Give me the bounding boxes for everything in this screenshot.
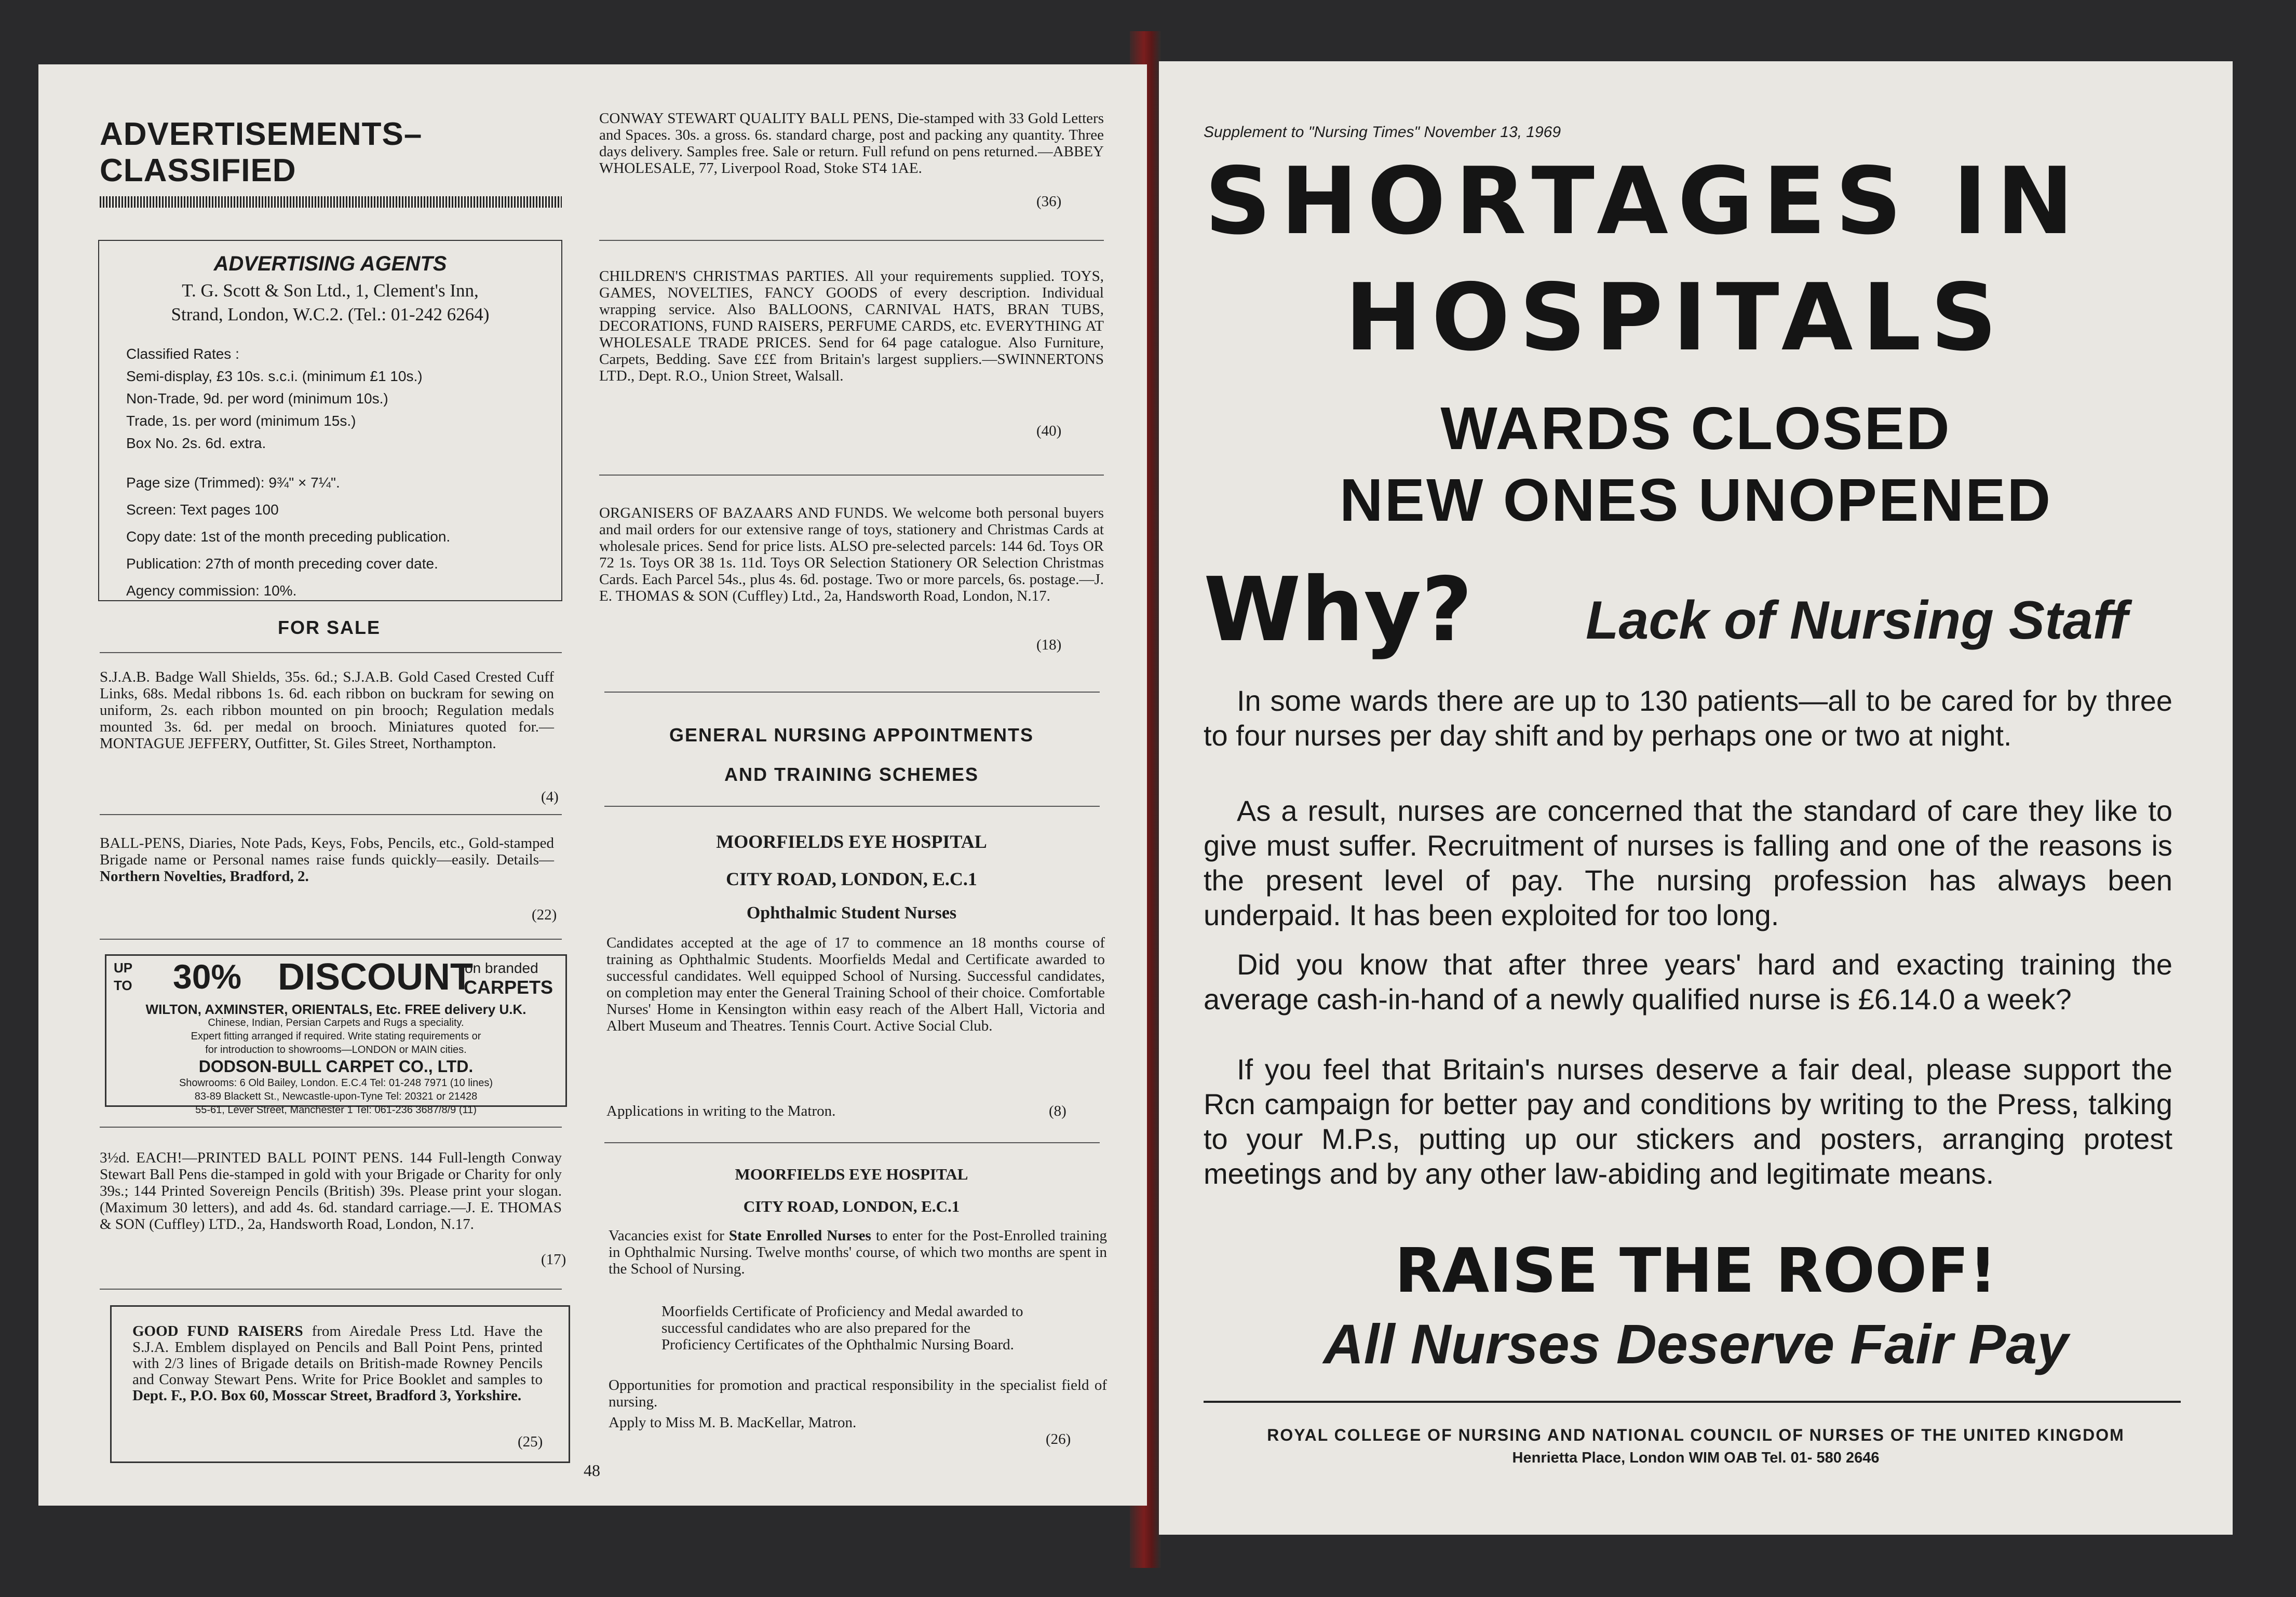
moorfields2-opportunities: Opportunities for promotion and practical responsibility in the specialist field of nursing.: [609, 1377, 1107, 1410]
footer-org: ROYAL COLLEGE OF NURSING AND NATIONAL COUNCIL OF NURSES OF THE UNITED KINGDOM: [1267, 1426, 2125, 1444]
moorfields2-title: MOORFIELDS EYE HOSPITAL: [735, 1165, 968, 1183]
subhead-new-ones: NEW ONES UNOPENED: [1339, 466, 2052, 534]
footer-rule: [1204, 1401, 2181, 1403]
carpet-discount: DISCOUNT: [278, 956, 473, 998]
detail-item: Agency commission: 10%.: [126, 583, 297, 599]
supplement-line: Supplement to "Nursing Times" November 13, 1969: [1204, 124, 1561, 141]
headline-shortages: SHORTAGES IN: [1205, 147, 2083, 255]
moorfields2-text: [609, 1227, 1107, 1277]
carpet-line: WILTON, AXMINSTER, ORIENTALS, Etc. FREE delivery U.K.: [145, 1001, 526, 1017]
agent-line-2: Strand, London, W.C.2. (Tel.: 01-242 6264): [171, 304, 490, 324]
carpet-to: TO: [114, 978, 132, 993]
ad-fund-bold2: Dept. F., P.O. Box 60, Mosscar Street, Bradford 3, Yorkshire.: [132, 1387, 522, 1404]
ad-fund-bold1: GOOD FUND RAISERS: [132, 1323, 303, 1339]
ad-fund-ref: (25): [518, 1433, 543, 1450]
detail-item: Screen: Text pages 100: [126, 502, 279, 518]
divider: [604, 1142, 1100, 1143]
ad-fund-text: [132, 1323, 543, 1404]
agent-line-1: T. G. Scott & Son Ltd., 1, Clement's Inn,: [182, 280, 479, 301]
appointments-heading-line2: AND TRAINING SCHEMES: [724, 764, 979, 785]
publication-details: [126, 469, 450, 604]
header-hatch-rule: [100, 196, 562, 208]
moorfields1-ref: (8): [1049, 1103, 1066, 1119]
carpet-line: 83-89 Blackett St., Newcastle-upon-Tyne Tel: 20321 or 21428: [194, 1091, 478, 1102]
carpet-line: Expert fitting arranged if required. Write stating requirements or: [191, 1031, 481, 1042]
page-number: 48: [584, 1461, 600, 1480]
raise-the-roof: RAISE THE ROOF!: [1395, 1235, 1997, 1306]
carpet-discount-ad: [105, 954, 567, 1116]
for-sale-heading: FOR SALE: [277, 617, 381, 638]
section-header-line2: CLASSIFIED: [100, 153, 296, 188]
ad-sjab-ref: (4): [541, 789, 559, 805]
body-paragraph: As a result, nurses are concerned that the standard of care they like to give must suffer. Recruitment of nurses is falling and one of the reasons is the present level of pay. The nursing profession has always been underpaid. It has been exploited for too long.: [1204, 794, 2172, 931]
appointments-heading: [599, 715, 1104, 794]
divider: [599, 240, 1104, 241]
divider: [599, 475, 1104, 476]
advertising-agents-box: [98, 240, 562, 601]
ad-ballpens-ref: (22): [532, 906, 557, 923]
divider: [100, 1127, 562, 1128]
carpet-info: [106, 1003, 565, 1117]
headline-hospitals: HOSPITALS: [1345, 264, 2007, 371]
carpet-carpets: CARPETS: [464, 977, 553, 998]
moorfields2-address: CITY ROAD, LONDON, E.C.1: [743, 1197, 960, 1215]
carpet-up: UP: [114, 960, 133, 976]
moorfields2-apply: Apply to Miss M. B. MacKellar, Matron.: [609, 1414, 857, 1431]
divider: [604, 692, 1100, 693]
rates-list: [126, 343, 423, 454]
appointments-heading-line1: GENERAL NURSING APPOINTMENTS: [669, 724, 1034, 746]
ad-bazaars-ref: (18): [1036, 637, 1062, 653]
section-header-line1: ADVERTISEMENTS–: [100, 116, 423, 152]
moorfields1-subtitle: Ophthalmic Student Nurses: [746, 903, 957, 923]
ad-ballpens-bold: Northern Novelties, Bradford, 2.: [100, 868, 309, 885]
rate-item: Non-Trade, 9d. per word (minimum 10s.): [126, 390, 388, 407]
ad-bazaars-text: ORGANISERS OF BAZAARS AND FUNDS. We welcome both personal buyers and mail orders for our extensive range of toys, stationery and Christmas Cards at wholesale prices. Send for price lists. ALSO pre-selected parcels: 144 6d. Toys OR 72 1s. Toys OR 38 1s. 11d. Toys OR Selection Stationery OR Selection Christmas Cards. Each Parcel 54s., plus 4s. 6d. postage. Two or more parcels, 6s. postage.—J. E. THOMAS & SON (Cuffley) Ltd., 2a, Handsworth Road, London, N.17.: [599, 505, 1104, 604]
ad-each-ref: (17): [541, 1251, 566, 1268]
ad-each-text: 3½d. EACH!—PRINTED BALL POINT PENS. 144 Full-length Conway Stewart Ball Pens die-stamped in gold with your Brigade or Charity for only 39s.; 144 Printed Sovereign Pencils (British) 39s. Please print your slogan. (Maximum 30 letters), and add 4s. 6d. standard carriage.—J. E. THOMAS & SON (Cuffley) LTD., 2a, Handsworth Road, London, N.17.: [100, 1149, 562, 1233]
carpet-line: for introduction to showrooms—LONDON or MAIN cities.: [205, 1044, 467, 1055]
ad-fund-body: from Airedale Press Ltd. Have the S.J.A. Emblem displayed on Pencils and Ball Point Pens, printed with 2/3 lines of Brigade details on British-made Rowney Pencils and Conway Stewart Pens. Write for Price Booklet and samples to: [132, 1323, 543, 1388]
footer-address: Henrietta Place, London WIM OAB Tel. 01- 580 2646: [1512, 1450, 1880, 1466]
lack-of-staff: Lack of Nursing Staff: [1586, 590, 2128, 651]
right-page: [1159, 61, 2233, 1535]
section-header: [100, 116, 422, 189]
moorfields2-bold: State Enrolled Nurses: [728, 1227, 871, 1244]
ad-ballpens-text: BALL-PENS, Diaries, Note Pads, Keys, Fobs, Pencils, etc., Gold-stamped Brigade name or Personal names raise funds quickly—easily. Details—: [100, 835, 554, 868]
subhead-wards-closed: WARDS CLOSED: [1440, 395, 1951, 462]
ad-ballpens: [100, 835, 554, 885]
divider: [100, 1289, 562, 1290]
moorfields1-title: MOORFIELDS EYE HOSPITAL: [716, 831, 987, 852]
body-paragraph: Did you know that after three years' hard and exacting training the average cash-in-hand of a newly qualified nurse is £6.14.0 a week?: [1204, 948, 2172, 1016]
moorfields2-post: to enter for the Post-Enrolled training in Ophthalmic Nursing. Twelve months' course, of which two months are spent in the School of Nursing.: [609, 1227, 1107, 1277]
rates-title: Classified Rates :: [126, 346, 239, 362]
fair-pay-slogan: All Nurses Deserve Fair Pay: [1323, 1312, 2069, 1375]
divider: [100, 939, 562, 940]
divider: [604, 806, 1100, 807]
detail-item: Page size (Trimmed): 9¾" × 7¼".: [126, 475, 340, 491]
ad-conway-text: CONWAY STEWART QUALITY BALL PENS, Die-stamped with 33 Gold Letters and Spaces. 30s. a gross. 6s. standard charge, post and packing any quantity. Three days delivery. Samples free. Sale or return. Full refund on pens returned.—ABBEY WHOLESALE, 77, Liverpool Road, Stoke ST4 1AE.: [599, 110, 1104, 177]
carpet-line: Chinese, Indian, Persian Carpets and Rugs a speciality.: [208, 1017, 464, 1028]
moorfields1-text: Candidates accepted at the age of 17 to commence an 18 months course of training as Ophthalmic Students. Moorfields Medal and Certificate awarded to successful candidates. Well equipped School of Nursing. Successful candidates, on completion may enter the General Training School of their choice. Comfortable Nurses' Home in Kensington within easy reach of the Albert Hall, Victoria and Albert Museum and Theatres. Tennis Court. Active Social Club.: [606, 935, 1105, 1034]
fund-raisers-ad: [110, 1305, 570, 1463]
agents-title: ADVERTISING AGENTS: [213, 252, 447, 275]
ad-christmas-ref: (40): [1036, 423, 1062, 439]
ad-conway-ref: (36): [1036, 193, 1062, 210]
divider: [100, 814, 562, 815]
carpet-on-branded: on branded: [465, 960, 538, 976]
detail-item: Publication: 27th of month preceding cover date.: [126, 556, 438, 572]
rate-item: Box No. 2s. 6d. extra.: [126, 435, 266, 451]
why-heading: Why?: [1204, 559, 1473, 661]
left-page: [38, 64, 1147, 1506]
ad-christmas-text: CHILDREN'S CHRISTMAS PARTIES. All your requirements supplied. TOYS, GAMES, NOVELTIES, FANCY GOODS of every description. Individual wrapping service. Also BALLOONS, CARNIVAL HATS, BRAN TUBS, DECORATIONS, FUND RAISERS, PERFUME CARDS, etc. EVERYTHING AT WHOLESALE TRADE PRICES. Send for 64 page catalogue. Also Furniture, Carpets, Bedding. Save £££ from Britain's largest suppliers.—SWINNERTONS LTD., Dept. R.O., Union Street, Walsall.: [599, 268, 1104, 384]
ad-sjab-text: S.J.A.B. Badge Wall Shields, 35s. 6d.; S.J.A.B. Gold Cased Crested Cuff Links, 68s. Medal ribbons 1s. 6d. each ribbon on buckram for sewing on uniform, 2s. each ribbon mounted on pin brooch; Regulation medals mounted 3s. 6d. per medal on brooch. Miniatures quoted for.—MONTAGUE JEFFERY, Outfitter, St. Giles Street, Northampton.: [100, 669, 554, 752]
moorfields1-apply: Applications in writing to the Matron.: [606, 1103, 836, 1119]
carpet-line: 55-61, Lever Street, Manchester 1 Tel: 061-236 3687/8/9 (11): [195, 1104, 477, 1116]
body-paragraph: In some wards there are up to 130 patients—all to be cared for by three to four nurses per day shift and by perhaps one or two at night.: [1204, 684, 2172, 752]
rate-item: Trade, 1s. per word (minimum 15s.): [126, 413, 356, 429]
body-paragraph: If you feel that Britain's nurses deserve a fair deal, please support the Rcn campaign for better pay and conditions by writing to the Press, talking to your M.P.s, putting up our stickers and posters, arranging protest meetings and by any other law-abiding and legitimate means.: [1204, 1053, 2172, 1190]
carpet-company: DODSON-BULL CARPET CO., LTD.: [198, 1057, 474, 1076]
moorfields2-indent: Moorfields Certificate of Proficiency and Medal awarded to successful candidates who are also prepared for the Proficiency Certificates of the Ophthalmic Nursing Board.: [661, 1303, 1023, 1353]
detail-item: Copy date: 1st of the month preceding publication.: [126, 529, 451, 545]
moorfields2-pre: Vacancies exist for: [609, 1227, 729, 1244]
carpet-percent: 30%: [173, 957, 242, 996]
moorfields1-address: CITY ROAD, LONDON, E.C.1: [726, 869, 977, 889]
rate-item: Semi-display, £3 10s. s.c.i. (minimum £1 10s.): [126, 368, 423, 384]
carpet-line: Showrooms: 6 Old Bailey, London. E.C.4 Tel: 01-248 7971 (10 lines): [179, 1077, 493, 1089]
divider: [100, 652, 562, 653]
moorfields2-ref: (26): [1046, 1431, 1071, 1447]
